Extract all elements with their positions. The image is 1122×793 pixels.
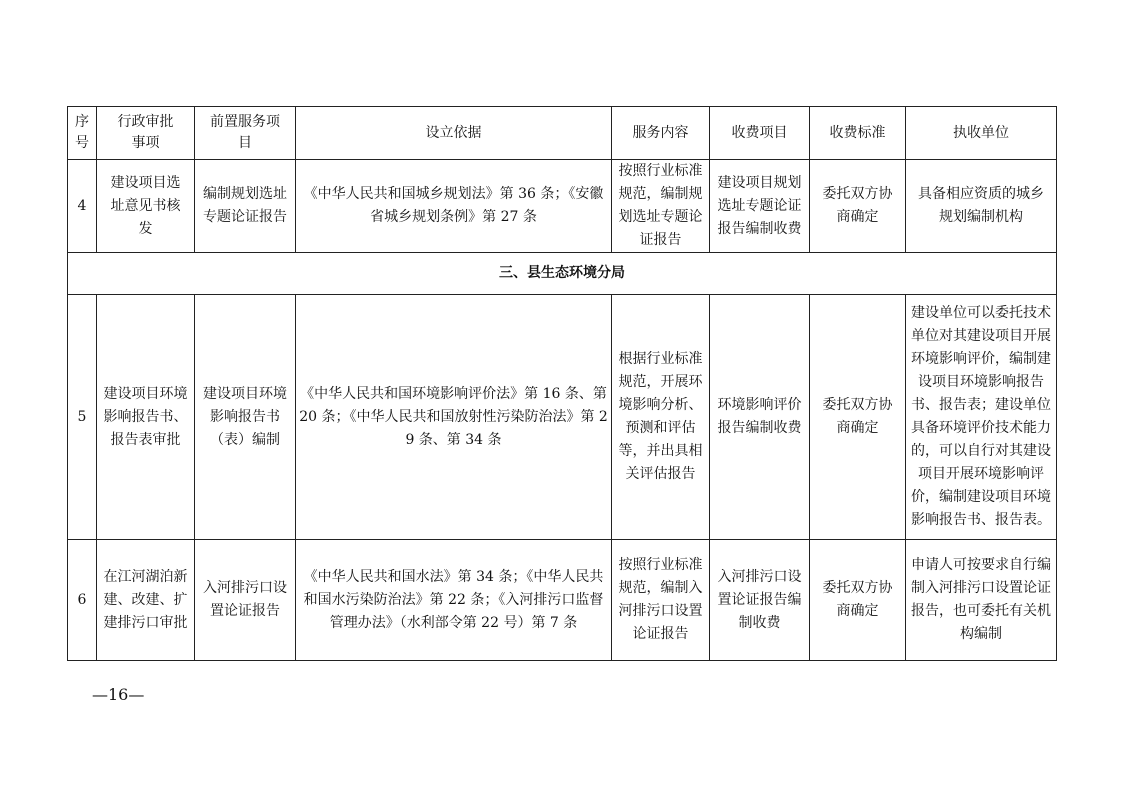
page-number: —16— [92,685,145,704]
row-basis: 《中华人民共和国水法》第 34 条；《中华人民共和国水污染防治法》第 22 条；《入河排污口监督管理办法》（水利部令第 22 号）第 7 条 [296,540,612,661]
header-basis: 设立依据 [296,107,612,160]
row-pre-service: 编制规划选址专题论证报告 [195,160,296,253]
row-collector: 建设单位可以委托技术单位对其建设项目开展环境影响评价，编制建设项目环境影响报告书、报告表；建设单位具备环境评价技术能力的，可以自行对其建设项目开展环境影响评价，编制建设项目环境影响报告书、报告表。 [906,295,1057,540]
header-fee-standard: 收费标准 [810,107,906,160]
fee-table [67,106,1057,661]
row-pre-service: 入河排污口设置论证报告 [195,540,296,661]
header-collector: 执收单位 [906,107,1057,160]
row-basis: 《中华人民共和国环境影响评价法》第 16 条、第 20 条；《中华人民共和国放射性污染防治法》第 29 条、第 34 条 [296,295,612,540]
row-content: 按照行业标准规范，编制规划选址专题论证报告 [612,160,710,253]
row-no: 6 [68,540,97,661]
row-fee-standard: 委托双方协商确定 [810,540,906,661]
row-item: 建设项目选址意见书核发 [97,160,195,253]
table-row [68,160,1057,253]
header-item: 行政审批事项 [97,107,195,160]
row-content: 根据行业标准规范，开展环境影响分析、预测和评估等，并出具相关评估报告 [612,295,710,540]
row-fee-item: 环境影响评价报告编制收费 [710,295,810,540]
header-no: 序号 [68,107,97,160]
section-row [68,253,1057,295]
row-content: 按照行业标准规范，编制入河排污口设置论证报告 [612,540,710,661]
row-item: 建设项目环境影响报告书、报告表审批 [97,295,195,540]
section-title: 三、县生态环境分局 [68,253,1057,295]
row-basis: 《中华人民共和国城乡规划法》第 36 条；《安徽省城乡规划条例》第 27 条 [296,160,612,253]
row-fee-item: 入河排污口设置论证报告编制收费 [710,540,810,661]
row-fee-standard: 委托双方协商确定 [810,160,906,253]
table-row [68,540,1057,661]
row-no: 5 [68,295,97,540]
row-collector: 申请人可按要求自行编制入河排污口设置论证报告，也可委托有关机构编制 [906,540,1057,661]
row-fee-standard: 委托双方协商确定 [810,295,906,540]
row-pre-service: 建设项目环境影响报告书（表）编制 [195,295,296,540]
header-content: 服务内容 [612,107,710,160]
row-no: 4 [68,160,97,253]
row-fee-item: 建设项目规划选址专题论证报告编制收费 [710,160,810,253]
header-fee-item: 收费项目 [710,107,810,160]
table-row [68,295,1057,540]
row-item: 在江河湖泊新建、改建、扩建排污口审批 [97,540,195,661]
header-pre-service: 前置服务项目 [195,107,296,160]
row-collector: 具备相应资质的城乡规划编制机构 [906,160,1057,253]
table-header-row [68,107,1057,160]
